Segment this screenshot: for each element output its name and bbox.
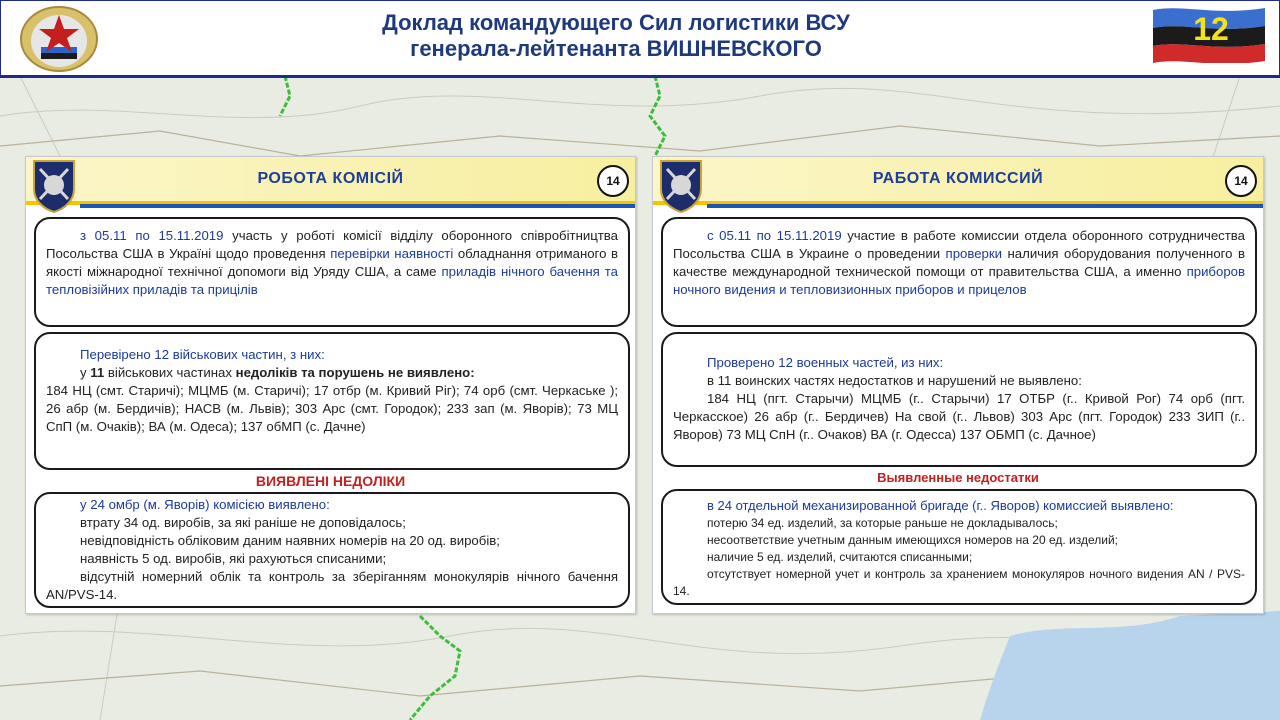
shortcomings-box [661,489,1257,605]
checked-units-box [661,332,1257,467]
shortcoming-item: отсутствует номерной учет и контроль за хранением монокуляров ночного видения AN / PVS-14. [673,567,1245,598]
info-text-1: участие в работе комиссии отдела оборонного сотрудничества Посольства США в Украине о проведении [673,228,1245,261]
header-bar [0,0,1280,78]
slide-ukrainian [25,156,636,614]
highlight-devices: приладів нічного бачення та тепловізійних приладів та прицілів [46,264,618,297]
shortcoming-item: втрату 34 од. виробів, за які раніше не доповідалось; [80,515,406,530]
blue-stripe [707,204,1263,208]
logistics-forces-shield-icon [30,159,78,213]
info-text-1: участь у роботі комісії відділу оборонного співробітництва Посольства США в Україні щодо проведення [46,228,618,261]
header-title-line-1: Доклад командующего Сил логистики ВСУ [382,10,850,35]
slide-number-badge: 14 [597,165,629,197]
date-range: с 05.11 по 15.11.2019 [707,228,842,243]
commission-info-box [661,217,1257,327]
logistics-forces-shield-icon [657,159,705,213]
slide-number-badge: 14 [1225,165,1257,197]
highlight-check: проверки [945,246,1003,261]
slide-russian [652,156,1264,614]
shortcoming-item: наличие 5 ед. изделий, считаются списанными; [707,550,973,564]
page-number: 12 [1193,11,1229,47]
slide-title: РОБОТА КОМІСІЙ [257,170,404,187]
found-shortcomings-heading: Выявленные недостатки [877,470,1039,485]
commission-info-box [34,217,630,327]
shortcoming-item: потерю 34 ед. изделий, за которые раньше не докладывалось; [707,516,1058,530]
date-range: з 05.11 по 15.11.2019 [80,228,224,243]
shortcomings-intro: в 24 отдельной механизированной бригаде (г.. Яворов) комиссией выявлено: [707,498,1174,513]
shortcoming-item: наявність 5 од. виробів, які рахуються списаними; [80,551,387,566]
checked-units-box [34,332,630,470]
no-violations-line: у 11 військових частинах недоліків та порушень не виявлено: [80,365,475,380]
shortcomings-box [34,492,630,608]
blue-stripe [80,204,635,208]
units-list: 184 НЦ (пгт. Старычи) МЦМБ (г.. Старычи) 17 ОТБР (г.. Кривой Рог) 74 орб (пгт. Черкасское) 26 абр (г.. Бердичев) На свой (г.. Львов) 303 Арс (пгт. Городок) 233 ЗИП (г.. Яворов) 73 МЦ СпН (г.. Очаков) ВА (г. Одесса) 137 ОБМП (с. Дачное) [673,391,1245,442]
shortcomings-intro: у 24 омбр (м. Яворів) комісією виявлено: [80,497,330,512]
units-list: 184 НЦ (смт. Старичі); МЦМБ (м. Старичі); 17 отбр (м. Кривий Ріг); 74 орб (смт. Черкаське ); 26 абр (м. Бердичів); НАСВ (м. Львів); 303 Арс (смт. Городок); 233 зап (м. Яворів); 73 МЦ СпП (м. Очаків); ВА (м. Одеса); 137 обМП (с. Дачне) [46,383,618,434]
checked-intro: Проверено 12 военных частей, из них: [707,355,944,370]
slide-title: РАБОТА КОМИССИЙ [872,170,1044,187]
shortcoming-item: невідповідність обліковим даним наявних номерів на 20 од. виробів; [80,533,500,548]
checked-intro: Перевірено 12 військових частин, з них: [80,347,325,362]
shortcoming-item: відсутній номерний облік та контроль за зберіганням монокулярів нічного бачення AN/PVS-14. [46,569,618,602]
info-text-2: обладнання отриманого в якості міжнародної технічної допомоги від Уряду США, а саме [46,246,618,279]
header-title-line-2: генерала-лейтенанта ВИШНЕВСКОГО [410,36,822,61]
found-shortcomings-heading: ВИЯВЛЕНІ НЕДОЛІКИ [255,473,406,489]
highlight-check: перевірки наявності [330,246,454,261]
no-violations-line: в 11 воинских частях недостатков и нарушений не выявлено: [707,373,1082,388]
shortcoming-item: несоответствие учетным данным имеющихся номеров на 20 ед. изделий; [707,533,1119,547]
highlight-devices: приборов ночного видения и тепловизионных приборов и прицелов [673,264,1245,297]
info-text-2: наличия оборудования полученного в качестве международной технической помощи от правительства США, а именно [673,246,1245,279]
